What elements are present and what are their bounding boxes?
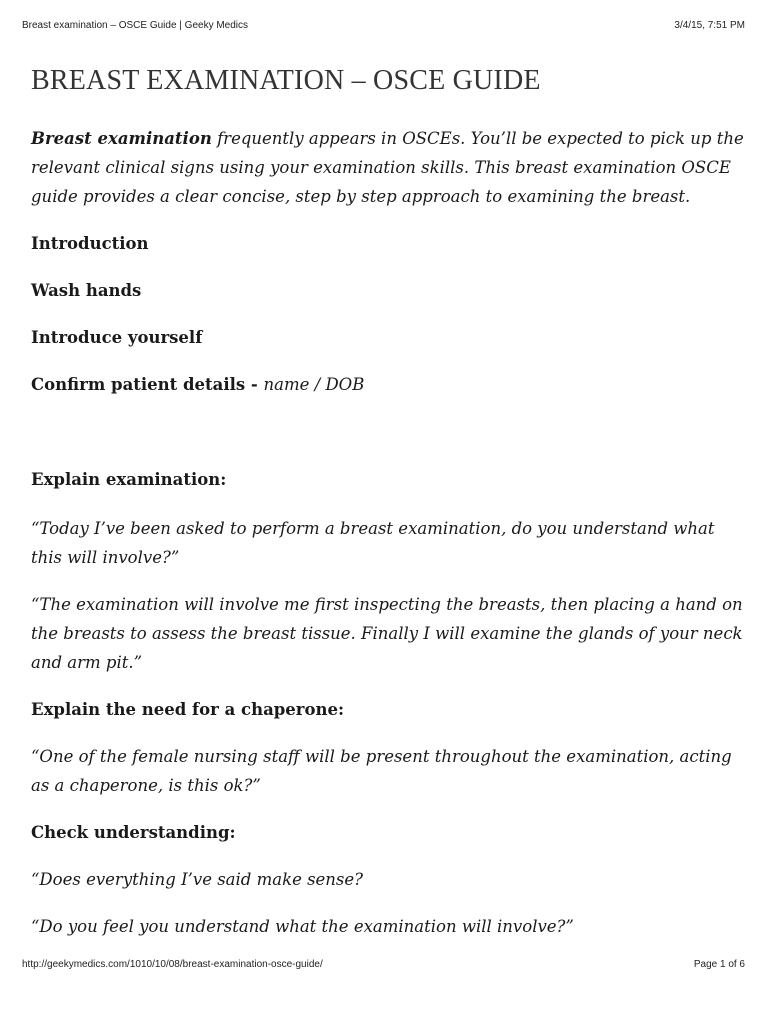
confirm-details-value: name / DOB	[263, 375, 365, 394]
print-footer	[22, 959, 745, 970]
page-url: http://geekymedics.com/1010/10/08/breast-examination-osce-guide/	[22, 959, 323, 970]
chaperone-quote: “One of the female nursing staff will be present throughout the examination, acting as a chaperone, is this ok?”	[31, 747, 732, 795]
explain-examination-heading: Explain examination:	[31, 470, 227, 489]
print-header-title: Breast examination – OSCE Guide | Geeky Medics	[22, 20, 249, 31]
intro-bold: Breast examination	[31, 129, 212, 148]
introduction-heading: Introduction	[31, 234, 149, 253]
check-quote-2: “Do you feel you understand what the examination will involve?”	[31, 917, 574, 936]
chaperone-heading: Explain the need for a chaperone:	[31, 700, 345, 719]
intro-paragraph	[31, 124, 746, 211]
confirm-details-heading	[31, 370, 746, 399]
article	[31, 64, 746, 941]
print-header	[22, 20, 745, 31]
print-header-datetime: 3/4/15, 7:51 PM	[674, 20, 745, 31]
explain-quote-2: “The examination will involve me first inspecting the breasts, then placing a hand on the breasts to assess the breast tissue. Finally I will examine the glands of your neck and arm pit.”	[31, 595, 743, 672]
check-understanding-heading: Check understanding:	[31, 823, 236, 842]
wash-hands-heading: Wash hands	[31, 281, 142, 300]
check-quote-1: “Does everything I’ve said make sense?	[31, 870, 364, 889]
intro-text: frequently appears in OSCEs. You’ll be expected to pick up the relevant clinical signs using your examination skills. This breast examination OSCE guide provides a clear concise, step by step approach to examining the breast.	[31, 129, 744, 206]
page-number: Page 1 of 6	[693, 959, 745, 970]
introduce-yourself-heading: Introduce yourself	[31, 328, 203, 347]
confirm-details-label: Confirm patient details -	[31, 375, 264, 394]
explain-quote-1: “Today I’ve been asked to perform a breast examination, do you understand what this will involve?”	[31, 519, 715, 567]
article-title: BREAST EXAMINATION – OSCE GUIDE	[31, 65, 541, 96]
